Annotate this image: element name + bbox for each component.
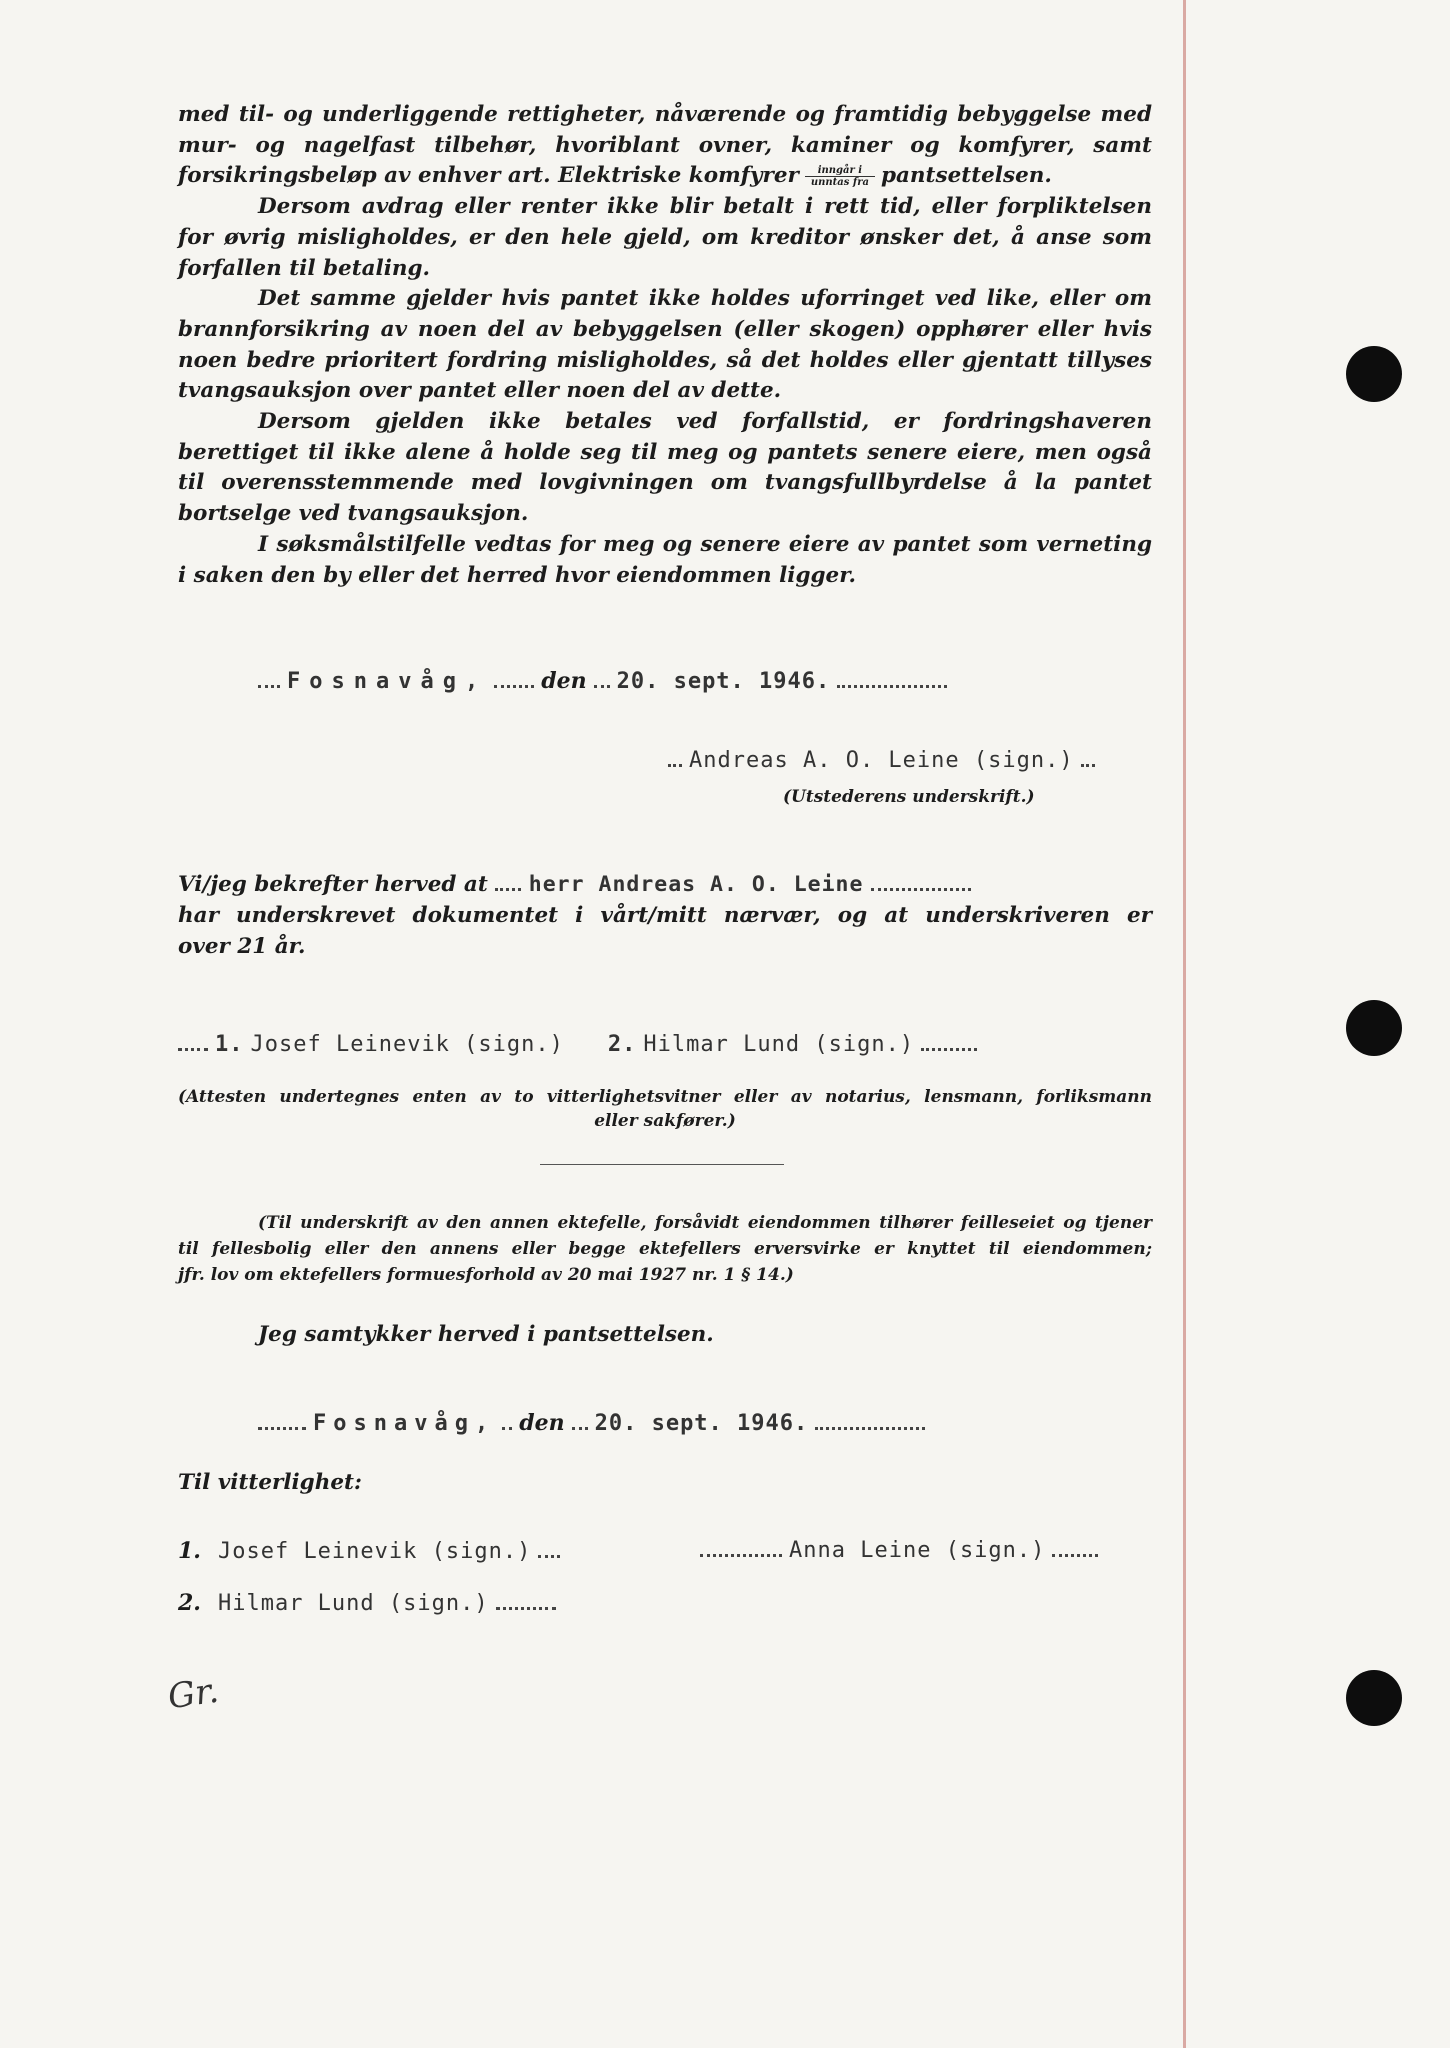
witness-row-2: 2. Hilmar Lund (sign.) [178, 1590, 556, 1616]
margin-rule [1183, 0, 1186, 2048]
witness-line-1: 1. Josef Leinevik (sign.) 2. Hilmar Lund (sign.) [178, 1032, 977, 1057]
spouse-note-1: (Til underskrift av den annen ektefelle, forsåvidt eiendommen tilhører feilleseiet og tjener [258, 1213, 1152, 1233]
place-date-line-1: Fosnavåg, den 20. sept. 1946. [258, 668, 947, 694]
section-divider [540, 1164, 784, 1165]
body-text [178, 100, 1152, 591]
punch-hole-top [1346, 346, 1402, 402]
spouse-signature: Anna Leine (sign.) [789, 1538, 1046, 1563]
paragraph-enforcement: Dersom gjelden ikke betales ved forfallstid, er fordringshaveren berettiget til ikke alene å holde seg til meg og pantets senere eiere, men også til overensstemmende med lovgivningen om tvangsfullbyrdelse å la pantet bortselge ved tvangsauksjon. [178, 409, 1152, 527]
attestation-line-2: har underskrevet dokumentet i vårt/mitt nærvær, og at underskriveren er [178, 903, 1152, 928]
spouse-signature-line [700, 1538, 1098, 1563]
handwritten-initials: Gr. [165, 1670, 222, 1718]
witness-1-signature: Josef Leinevik (sign.) [250, 1032, 564, 1057]
issuer-signature: Andreas A. O. Leine (sign.) [689, 748, 1074, 773]
witness-row-1: 1. Josef Leinevik (sign.) [178, 1538, 560, 1564]
issuer-caption: (Utstederens underskrift.) [783, 787, 1035, 807]
date: 20. sept. 1946. [616, 669, 831, 694]
attestation-note-1: (Attesten undertegnes enten av to vitterlighetsvitner eller av notarius, lensmann, forliksmann [178, 1087, 1152, 1107]
place: Fosnavåg, [287, 669, 488, 694]
paragraph-venue: I søksmålstilfelle vedtas for meg og senere eiere av pantet som verneting i saken den by eller det herred hvor eiendommen ligger. [178, 531, 1152, 588]
attested-person: herr Andreas A. O. Leine [528, 872, 864, 897]
paragraph-default: Dersom avdrag eller renter ikke blir betalt i rett tid, eller forpliktelsen for øvrig misligholdes, er den hele gjeld, om kreditor ønsker det, å anse som forfallen til betaling. [178, 194, 1152, 281]
attestation-line-1: Vi/jeg bekrefter herved at herr Andreas A. O. Leine [178, 872, 971, 897]
include-exclude-fraction: $\frac{\text{inngår i}}{\text{unntas fra}}$ [805, 165, 875, 188]
spouse-note-3: jfr. lov om ektefellers formuesforhold av 20 mai 1927 nr. 1 § 14.) [178, 1265, 794, 1285]
witness-2-signature: Hilmar Lund (sign.) [643, 1032, 915, 1057]
witness-josef-signature: Josef Leinevik (sign.) [217, 1539, 532, 1564]
witness-heading: Til vitterlighet: [178, 1470, 362, 1495]
issuer-signature-line [668, 748, 1095, 773]
witness-hilmar-signature: Hilmar Lund (sign.) [217, 1591, 489, 1616]
paragraph-rights: med til- og underliggende rettigheter, nåværende og framtidig bebyggelse med mur- og nagelfast tilbehør, hvoriblant ovner, kaminer og komfyrer, samt forsikringsbeløp av enhver art. Elektriske komfyrer $\frac{\text{inngår i}}{\text{unntas fra}}$ pantsettelsen. [178, 102, 1152, 189]
punch-hole-middle [1346, 1000, 1402, 1056]
consent-statement: Jeg samtykker herved i pantsettelsen. [258, 1322, 714, 1347]
paragraph-deterioration: Det samme gjelder hvis pantet ikke holdes uforringet ved like, eller om brannforsikring av noen del av bebyggelsen (eller skogen) opphører eller hvis noen bedre prioritert fordring misligholdes, så det holdes eller gjentatt tillyses tvangsauksjon over pantet eller noen del av dette. [178, 286, 1152, 404]
place-date-line-2: Fosnavåg, den 20. sept. 1946. [258, 1410, 925, 1436]
spouse-note-2: til fellesbolig eller den annens eller begge ektefellers erversvirke er knyttet til eiendommen; [178, 1239, 1152, 1259]
attestation-line-3: over 21 år. [178, 934, 306, 959]
punch-hole-bottom [1346, 1670, 1402, 1726]
attestation-note-2: eller sakfører.) [594, 1111, 736, 1131]
